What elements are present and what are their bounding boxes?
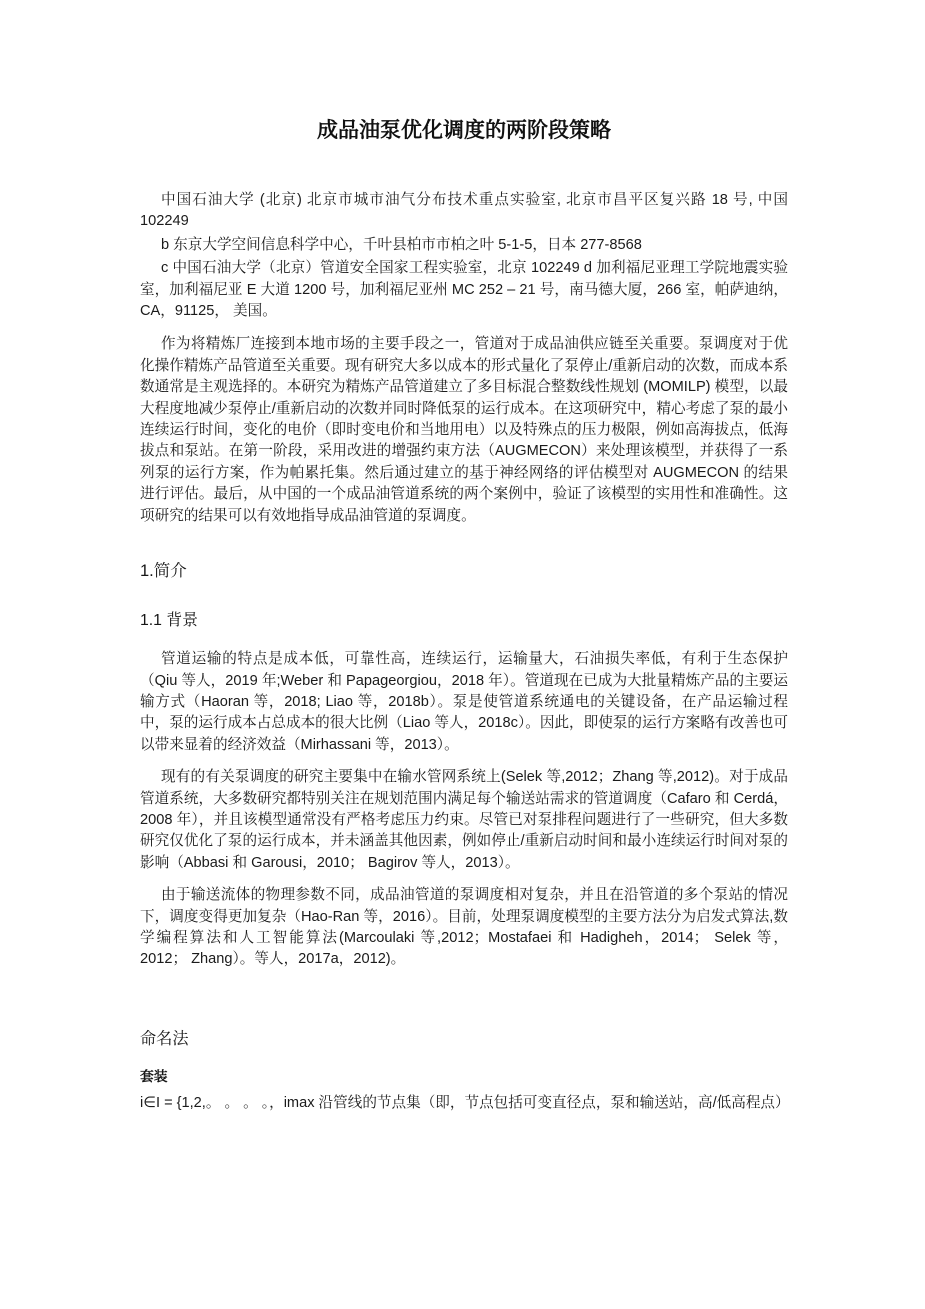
affiliation-a: 中国石油大学 (北京) 北京市城市油气分布技术重点实验室, 北京市昌平区复兴路 18 号, 中国 102249 bbox=[140, 192, 788, 230]
section-heading-introduction: 1.简介 bbox=[140, 562, 187, 581]
background-paragraph-2: 现有的有关泵调度的研究主要集中在输水管网系统上(Selek 等,2012；Zhang 等,2012)。对于成品管道系统，大多数研究都特别关注在规划范围内满足每个输送站需求的管道调度（Cafaro 和 Cerdá，2008 年），并且该模型通常没有严格考虑压力约束。尽管已对泵排程问题进行了一些研究，但大多数研究仅优化了泵的运行成本，并未涵盖其他因素，例如停止/重新启动时间和最小连续运行时间对泵的影响（Abbasi 和 Garousi，2010； Bagirov 等人，2013）。 bbox=[140, 769, 788, 871]
abstract-paragraph: 作为将精炼厂连接到本地市场的主要手段之一，管道对于成品油供应链至关重要。泵调度对于优化操作精炼产品管道至关重要。现有研究大多以成本的形式量化了泵停止/重新启动的次数，而成本系数通常是主观选择的。本研究为精炼产品管道建立了多目标混合整数线性规划 (MOMILP) 模型，以最大程度地减少泵停止/重新启动的次数并同时降低泵的运行成本。在这项研究中，精心考虑了泵的最小连续运行时间，变化的电价（即时变电价和当地用电）以及特殊点的压力极限，例如高海拔点，低海拔点和泵站。在第一阶段，采用改进的增强约束方法（AUGMECON）来处理该模型，并获得了一系列泵的运行方案，作为帕累托集。然后通过建立的基于神经网络的评估模型对 AUGMECON 的结果进行评估。最后，从中国的一个成品油管道系统的两个案例中，验证了该模型的实用性和准确性。这项研究的结果可以有效地指导成品油管道的泵调度。 bbox=[140, 336, 788, 524]
affiliation-b: b 东京大学空间信息科学中心，千叶县柏市市柏之叶 5-1-5，日本 277-8568 bbox=[161, 236, 642, 253]
nomenclature-sets-definition: i∈I = {1,2,。 。 。 。，imax 沿管线的节点集（即，节点包括可变直径点，泵和输送站，高/低高程点） bbox=[140, 1094, 790, 1111]
background-paragraph-3: 由于输送流体的物理参数不同，成品油管道的泵调度相对复杂，并且在沿管道的多个泵站的情况下，调度变得更加复杂（Hao-Ran 等，2016）。目前，处理泵调度模型的主要方法分为启发式算法,数学编程算法和人工智能算法(Marcoulaki 等,2012；Mostafaei 和 Hadigheh，2014； Selek 等，2012； Zhang）。等人，2017a，2012)。 bbox=[140, 887, 788, 968]
section-heading-nomenclature: 命名法 bbox=[140, 1029, 189, 1048]
page-title: 成品油泵优化调度的两阶段策略 bbox=[317, 119, 611, 142]
subsection-heading-background: 1.1 背景 bbox=[140, 612, 198, 630]
affiliation-c: c 中国石油大学（北京）管道安全国家工程实验室，北京 102249 d 加利福尼亚理工学院地震实验室，加利福尼亚 E 大道 1200 号，加利福尼亚州 MC 252 – 21 号，南马德大厦，266 室，帕萨迪纳，CA，91125， 美国。 bbox=[140, 260, 788, 320]
subsection-heading-sets: 套装 bbox=[140, 1068, 168, 1084]
background-paragraph-1: 管道运输的特点是成本低，可靠性高，连续运行，运输量大，石油损失率低，有利于生态保护（Qiu 等人，2019 年;Weber 和 Papageorgiou，2018 年）。管道现在已成为大批量精炼产品的主要运输方式（Haoran 等，2018; Liao 等，2018b）。泵是使管道系统通电的关键设备，在产品运输过程中，泵的运行成本占总成本的很大比例（Liao 等人，2018c）。因此，即使泵的运行方案略有改善也可以带来显着的经济效益（Mirhassani 等，2013）。 bbox=[140, 651, 788, 753]
